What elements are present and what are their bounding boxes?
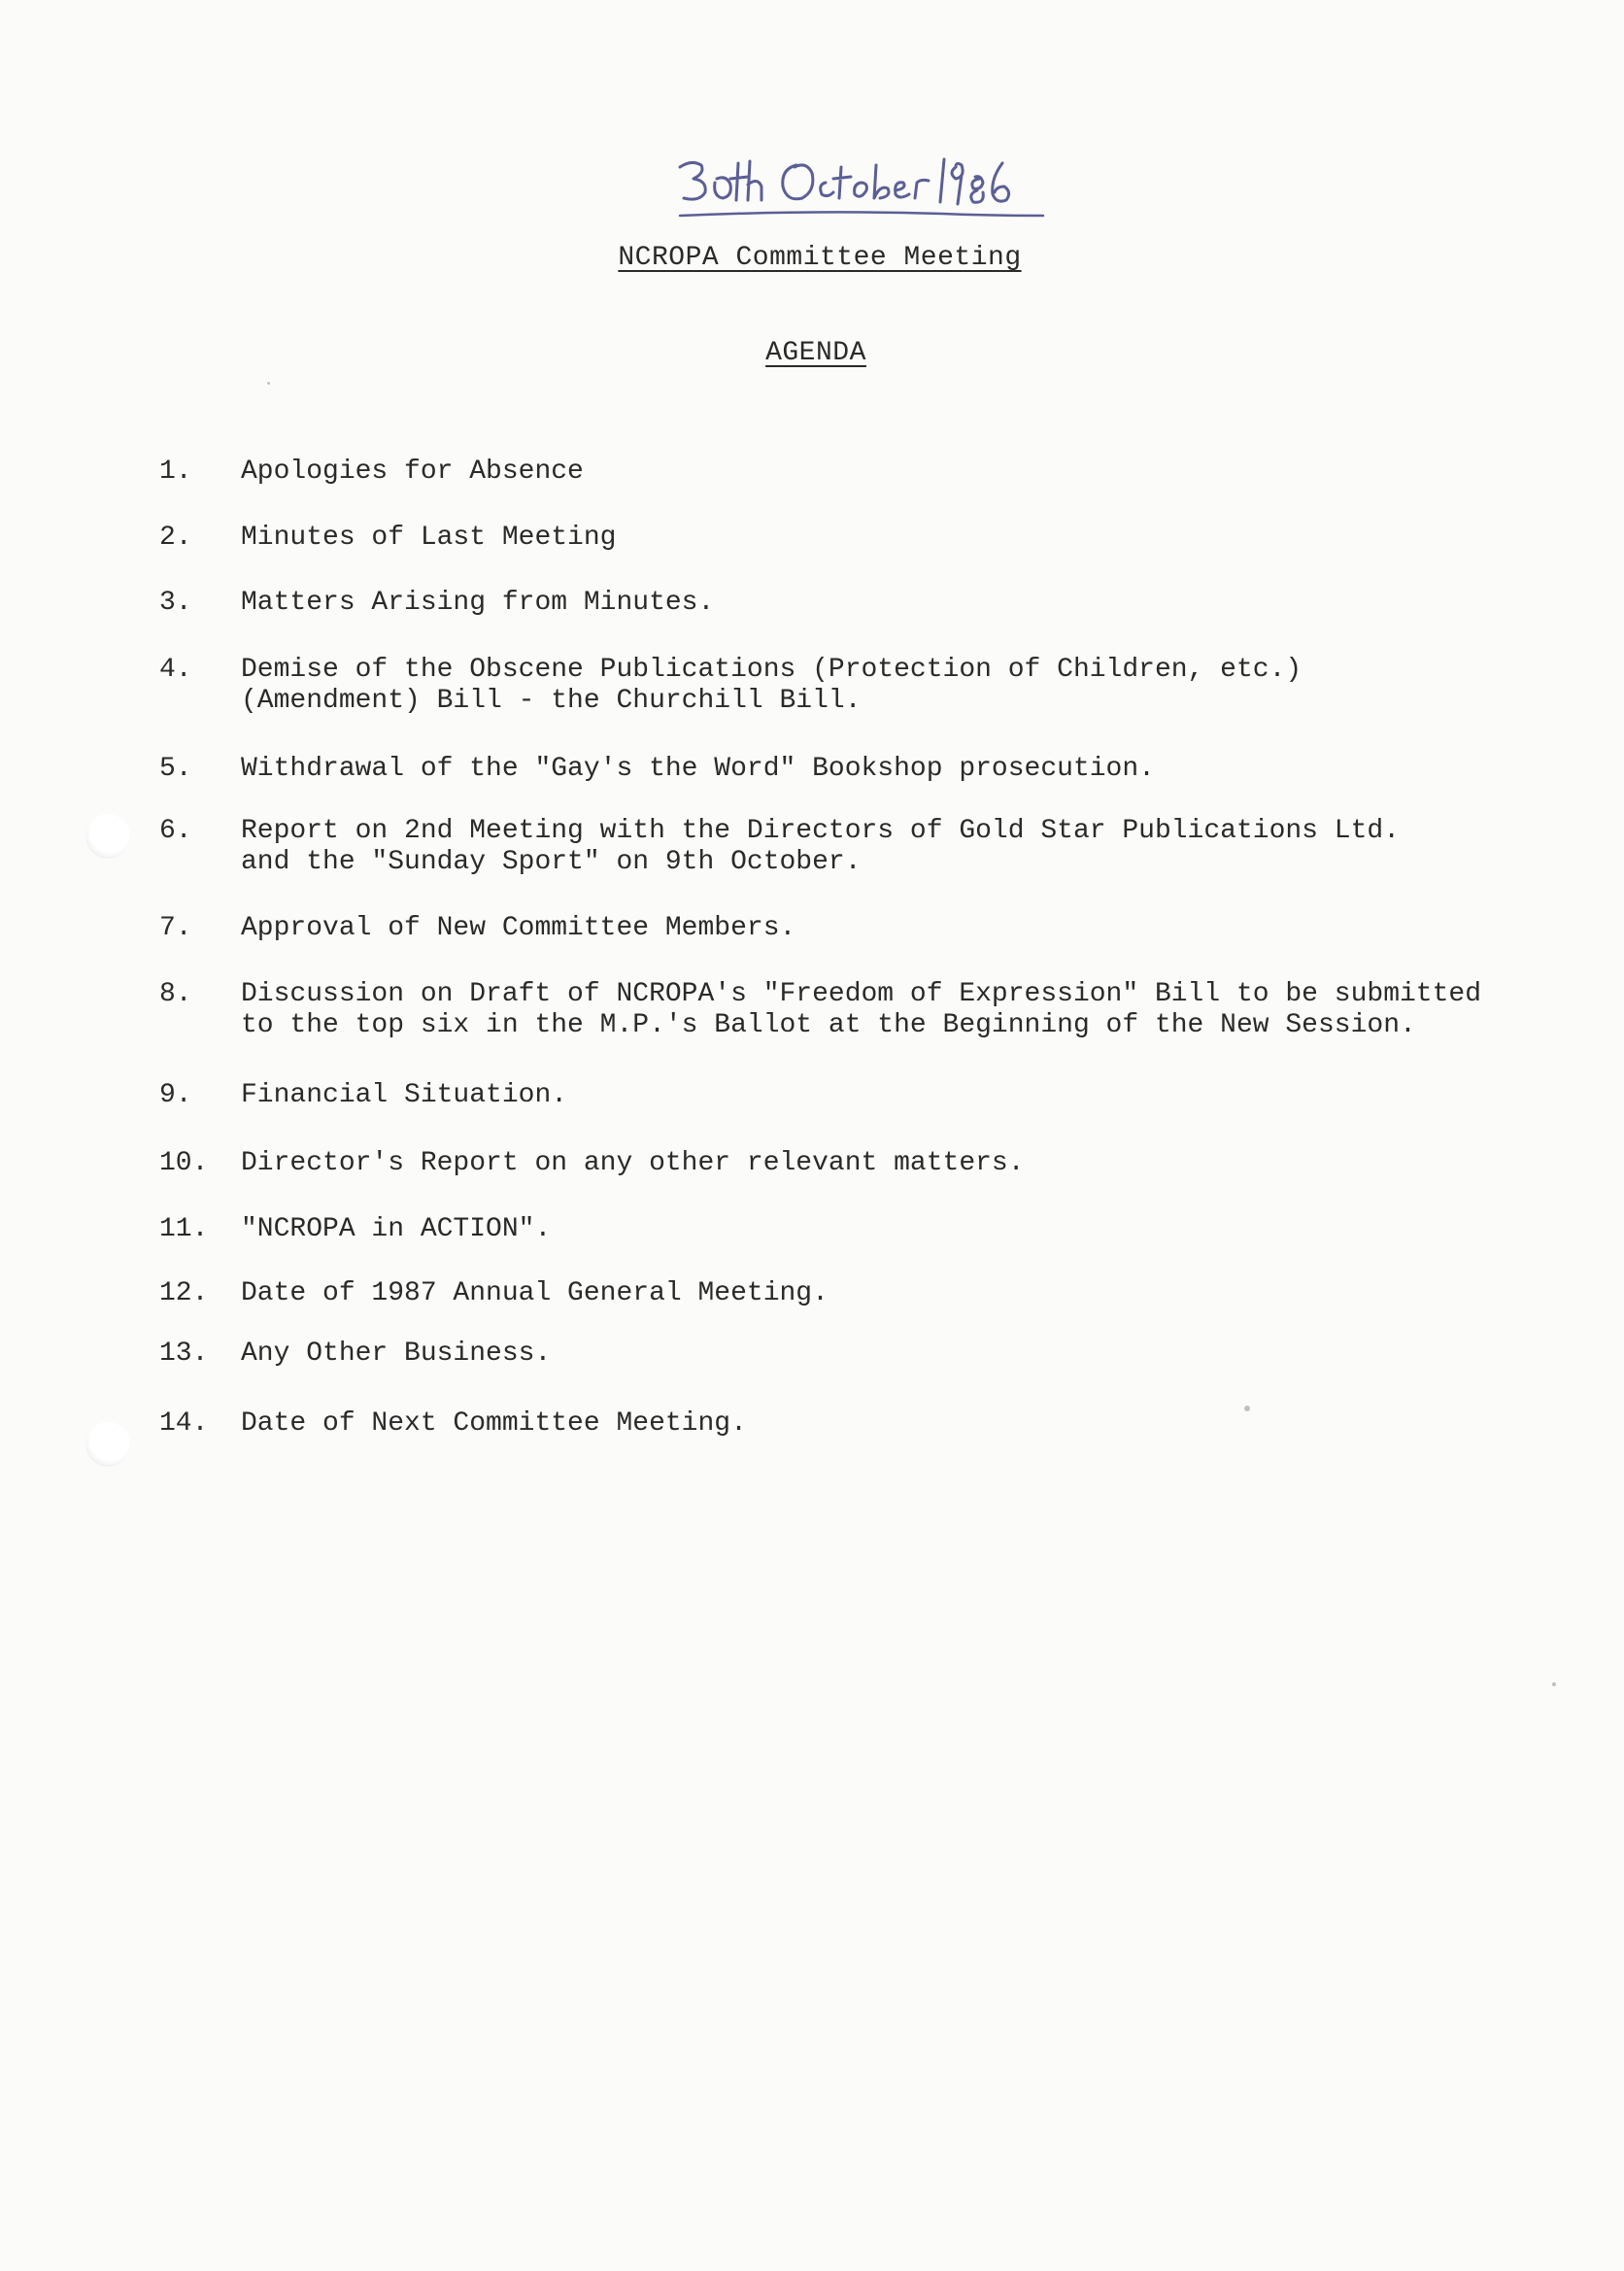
item-text: Report on 2nd Meeting with the Directors of Gold Star Publications Ltd. and the "Sunday Sport" on 9th October. [241,816,1400,877]
item-text: Financial Situation. [241,1080,568,1110]
item-text: Date of 1987 Annual General Meeting. [241,1278,829,1308]
item-number: 3. [159,588,192,618]
item-text: "NCROPA in ACTION". [241,1214,552,1244]
item-text: Minutes of Last Meeting [241,523,617,553]
meeting-title [8,243,1624,273]
agenda-title [4,338,1624,368]
item-number: 1. [159,457,192,487]
item-number: 4. [159,655,192,685]
item-text: Approval of New Committee Members. [241,913,796,943]
paper-speck [1552,1682,1556,1686]
punch-hole [85,1422,130,1467]
item-number: 2. [159,523,192,553]
agenda-title-text: AGENDA [765,338,866,368]
meeting-title-text: NCROPA Committee Meeting [618,243,1022,273]
item-number: 8. [159,979,192,1009]
item-number: 7. [159,913,192,943]
item-text: Matters Arising from Minutes. [241,588,715,618]
item-number: 11. [159,1214,209,1244]
paper-speck [1244,1406,1250,1411]
item-number: 5. [159,754,192,784]
item-text: Discussion on Draft of NCROPA's "Freedom of Expression" Bill to be submitted to the top six in the M.P.'s Ballot at the Beginning of the New Session. [241,979,1482,1040]
item-text: Date of Next Committee Meeting. [241,1408,747,1439]
item-text: Director's Report on any other relevant matters. [241,1148,1025,1178]
handwritten-date-signature [670,146,1049,233]
item-number: 9. [159,1080,192,1110]
paper-speck [267,382,270,385]
item-text: Withdrawal of the "Gay's the Word" Bookshop prosecution. [241,754,1155,784]
handwritten-date [670,146,1049,233]
item-number: 13. [159,1339,209,1369]
item-text: Demise of the Obscene Publications (Protection of Children, etc.) (Amendment) Bill - the Churchill Bill. [241,655,1303,716]
item-number: 12. [159,1278,209,1308]
item-number: 14. [159,1408,209,1439]
item-number: 10. [159,1148,209,1178]
item-number: 6. [159,816,192,846]
punch-hole [85,814,130,859]
item-text: Apologies for Absence [241,457,584,487]
item-text: Any Other Business. [241,1339,552,1369]
